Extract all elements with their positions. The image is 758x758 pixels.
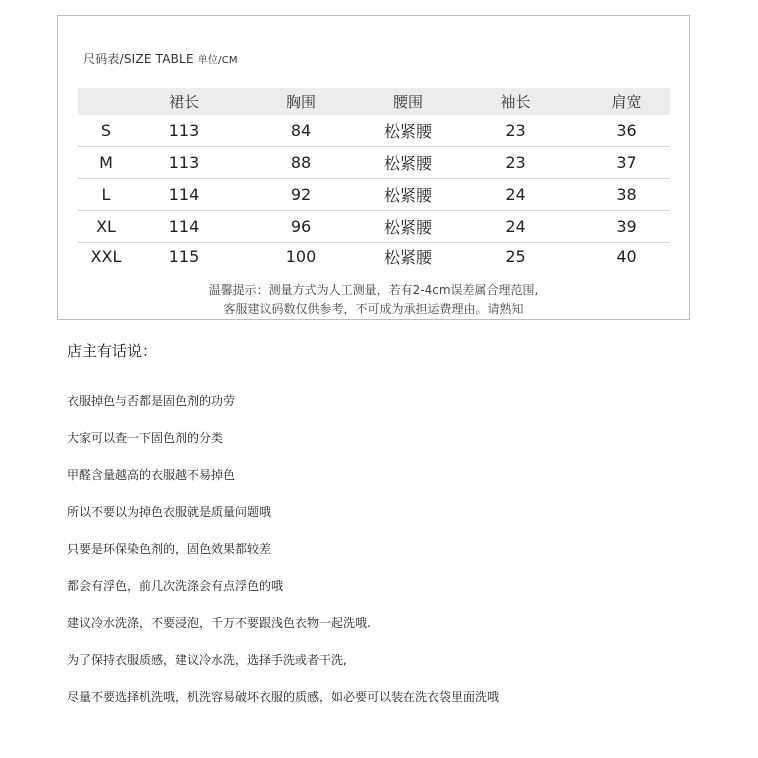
- skirt-length-cell: 115: [168, 246, 200, 266]
- header-cell-skirt-length: 裙长: [168, 93, 199, 111]
- waist-cell: 松紧腰: [383, 154, 432, 173]
- list-item: 都会有浮色，前几次洗涤会有点浮色的哦: [67, 579, 284, 593]
- table-row: [78, 179, 670, 211]
- shoulder-cell: 39: [616, 217, 637, 236]
- skirt-length-cell: 113: [168, 153, 200, 172]
- size-cell: M: [99, 153, 113, 172]
- waist-cell: 松紧腰: [383, 122, 432, 141]
- bust-cell: 88: [290, 153, 312, 172]
- unit-label: 单位/CM: [197, 55, 238, 66]
- shoulder-cell: 36: [616, 121, 637, 140]
- shoulder-cell: 38: [616, 185, 637, 204]
- table-row: [78, 243, 670, 269]
- sleeve-cell: 23: [505, 121, 526, 140]
- size-cell: XXL: [90, 246, 122, 266]
- bust-cell: 92: [290, 185, 312, 204]
- header-cell-sleeve: 袖长: [500, 93, 531, 111]
- waist-cell: 松紧腰: [383, 186, 432, 205]
- list-item: 所以不要以为掉色衣服就是质量问题哦: [67, 505, 272, 519]
- table-row: [78, 147, 670, 179]
- list-item: 只要是环保染色剂的，固色效果都较差: [67, 542, 272, 556]
- list-item: 衣服掉色与否都是固色剂的功劳: [67, 394, 236, 408]
- shoulder-cell: 40: [616, 246, 637, 266]
- size-chart-card: [57, 15, 690, 320]
- header-cell-bust: 胸围: [285, 93, 316, 111]
- table-row: [78, 115, 670, 147]
- size-cell: L: [101, 185, 111, 204]
- shoulder-cell: 37: [616, 153, 637, 172]
- sleeve-cell: 23: [505, 153, 526, 172]
- list-item: 尽量不要选择机洗哦，机洗容易破坏衣服的质感，如必要可以装在洗衣袋里面洗哦: [67, 690, 500, 704]
- size-chart-title-text: 尺码表/SIZE TABLE: [83, 52, 194, 66]
- size-chart-title: [83, 50, 238, 67]
- size-table: [78, 88, 670, 269]
- skirt-length-cell: 114: [168, 217, 200, 236]
- measurement-note-line-2: 客服建议码数仅供参考，不可成为承担运费理由。请熟知: [223, 302, 524, 316]
- list-item: 建议冷水洗涤，不要浸泡，千万不要跟浅色衣物一起洗哦.: [67, 616, 371, 630]
- sleeve-cell: 25: [505, 246, 526, 266]
- waist-cell: 松紧腰: [383, 218, 432, 237]
- skirt-length-cell: 114: [168, 185, 200, 204]
- table-row: [78, 211, 670, 243]
- list-item: 为了保持衣服质感，建议冷水洗，选择手洗或者干洗,: [67, 653, 347, 667]
- bust-cell: 100: [285, 246, 317, 266]
- size-cell: XL: [96, 217, 116, 236]
- header-cell-shoulder: 肩宽: [611, 93, 642, 111]
- bust-cell: 96: [290, 217, 312, 236]
- table-header-row: [78, 88, 670, 115]
- waist-cell: 松紧腰: [383, 247, 432, 267]
- list-item: 大家可以查一下固色剂的分类: [67, 431, 224, 445]
- header-cell-waist: 腰围: [392, 93, 423, 111]
- sleeve-cell: 24: [505, 217, 526, 236]
- bust-cell: 84: [290, 121, 312, 140]
- size-cell: S: [100, 121, 112, 140]
- measurement-note-line-1: 温馨提示：测量方式为人工测量，若有2-4cm误差属合理范围,: [208, 283, 539, 297]
- skirt-length-cell: 113: [168, 121, 200, 140]
- list-item: 甲醛含量越高的衣服越不易掉色: [67, 468, 236, 482]
- shop-talk-title: 店主有话说：: [67, 342, 158, 360]
- sleeve-cell: 24: [505, 185, 526, 204]
